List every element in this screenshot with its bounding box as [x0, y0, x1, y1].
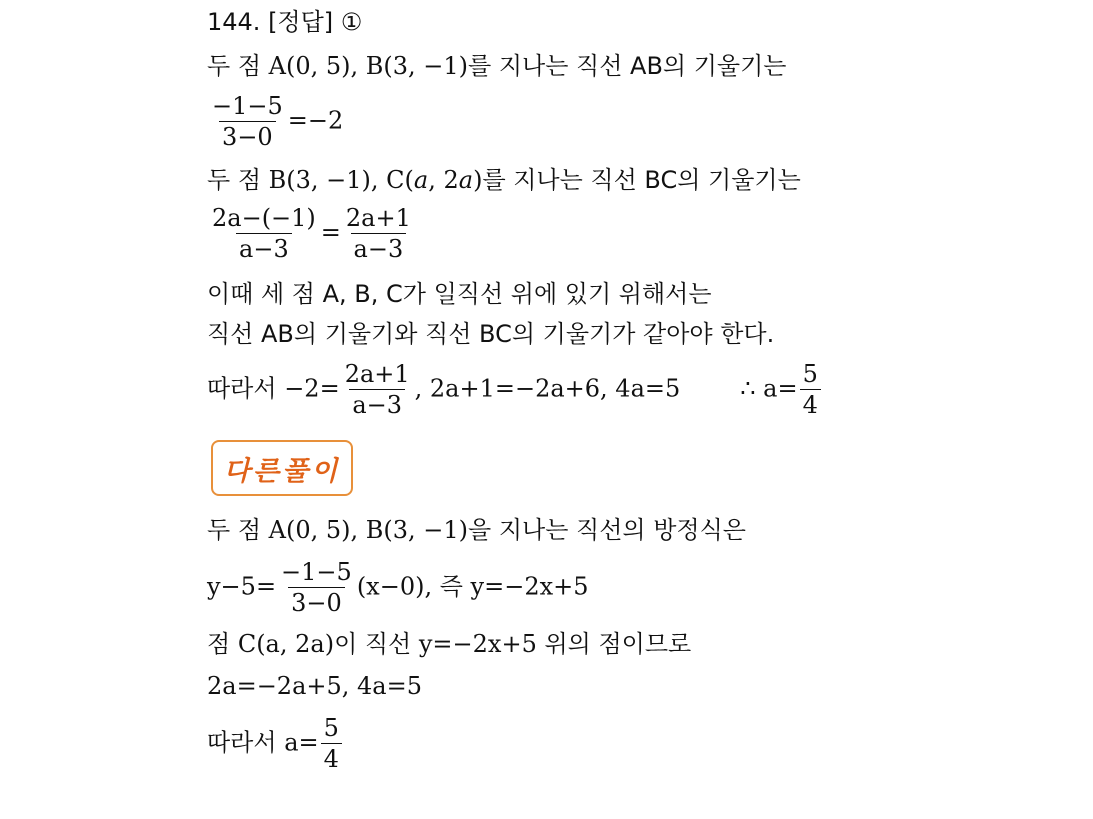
fraction	[343, 206, 414, 261]
denominator: 4	[800, 389, 821, 417]
fraction	[209, 206, 319, 261]
equation: y=−2x+5	[470, 572, 589, 601]
text: 를 지나는 직선 BC의 기울기는	[482, 166, 801, 194]
denominator: 3−0	[219, 121, 276, 149]
denominator: a−3	[349, 389, 405, 417]
line-line-equation-intro	[207, 518, 746, 542]
equation: y−5=	[207, 572, 277, 601]
numerator: −1−5	[281, 558, 352, 586]
result: =−2	[287, 106, 344, 135]
text: 점	[207, 630, 238, 658]
denominator: a−3	[236, 233, 292, 261]
line-slope-ab-value	[207, 94, 343, 149]
fraction	[209, 94, 286, 149]
equation: , 2a+1=−2a+6, 4a=5	[414, 374, 681, 403]
line-final-answer	[207, 716, 344, 771]
line-slope-bc-intro	[207, 168, 801, 192]
numerator: 2a−(−1)	[212, 204, 316, 232]
fraction	[800, 362, 821, 417]
line-point-on-line	[207, 632, 691, 656]
points-ab: A(0, 5), B(3, −1)	[268, 516, 469, 544]
fraction	[321, 716, 342, 771]
text: 를 지나는 직선 AB의 기울기는	[468, 52, 787, 80]
line-substitution: 2a=−2a+5, 4a=5	[207, 672, 422, 700]
var-a: a	[458, 166, 474, 194]
equals: =	[320, 218, 341, 247]
line-line-equation	[207, 560, 589, 615]
denominator: 3−0	[288, 587, 345, 615]
answer-header: 144. [정답] ①	[207, 8, 363, 36]
numerator: 5	[802, 360, 818, 388]
line-solve-a	[207, 362, 823, 417]
point-c: C(a, 2a)	[237, 630, 335, 658]
text: 이 직선	[334, 630, 419, 658]
equation: a=	[284, 728, 319, 757]
text: 따라서	[207, 728, 285, 757]
therefore: ∴ a=	[740, 374, 798, 403]
alternative-solution-badge: 다른풀이	[211, 440, 353, 496]
text: 즉	[439, 572, 471, 601]
text: 두 점	[207, 52, 269, 80]
text: 두 점	[207, 166, 269, 194]
fraction	[278, 560, 355, 615]
denominator: 4	[321, 743, 342, 771]
denominator: a−3	[351, 233, 407, 261]
var-a: a	[413, 166, 429, 194]
numerator: 5	[323, 714, 339, 742]
text: 을 지나는 직선의 방정식은	[468, 516, 746, 544]
line-slope-bc-value	[207, 206, 416, 261]
equation: −2=	[284, 374, 340, 403]
text: B(3, −1), C(	[268, 166, 414, 194]
line-slope-ab-intro	[207, 54, 786, 78]
text: , 2	[428, 166, 459, 194]
text: 위의 점이므로	[536, 630, 692, 658]
fraction	[342, 362, 413, 417]
points-bc	[269, 166, 483, 194]
text: 따라서	[207, 374, 285, 403]
numerator: −1−5	[212, 92, 283, 120]
numerator: 2a+1	[345, 204, 411, 232]
numerator: 2a+1	[344, 360, 410, 388]
line-collinear-condition: 이때 세 점 A, B, C가 일직선 위에 있기 위해서는	[207, 280, 712, 308]
text: )	[473, 166, 483, 194]
points-ab: A(0, 5), B(3, −1)	[268, 52, 469, 80]
line-equal-slopes: 직선 AB의 기울기와 직선 BC의 기울기가 같아야 한다.	[207, 320, 775, 348]
text: 두 점	[207, 516, 269, 544]
equation: (x−0),	[356, 572, 440, 601]
equation: y=−2x+5	[418, 630, 537, 658]
